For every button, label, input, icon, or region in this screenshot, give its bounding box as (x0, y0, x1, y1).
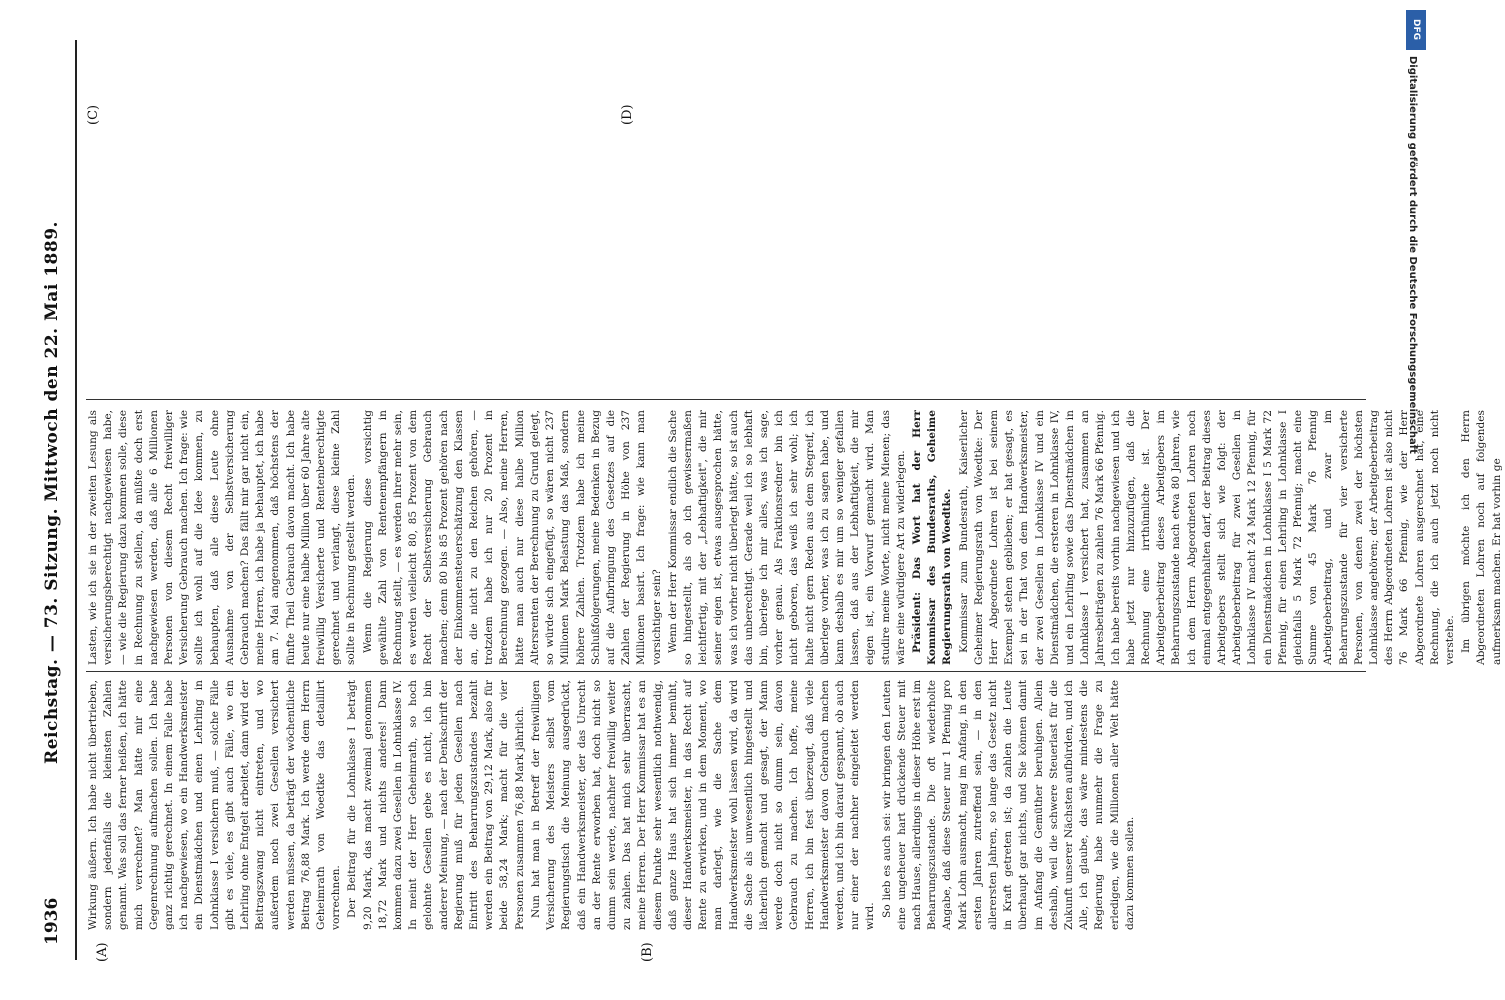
column-divider (86, 671, 1366, 672)
margin-mark-d: (D) (620, 104, 635, 125)
credit-text: Digitalisierung gefördert durch die Deutsche Forschungsgemeinschaft (1407, 56, 1418, 454)
paragraph: Wirkung äußern. Ich habe nicht übertrieben, sondern jedenfalls die kleinsten Zahlen genannt. Was soll das ferner heißen, ich hätte mich verrechnet? Man hätte mir eine Gegenrechnung aufmachen sollen. Ich habe ganz richtig gerechnet. In einem Falle habe ich nachgewiesen, wo ein Handwerksmeister ein Dienstmädchen und einen Lehrling in Lohnklasse I versichern muß, — solche Fälle gibt es viele, es gibt auch Fälle, wo ein Lehrling ohne Entgelt arbeitet, dann wird der Beitragszwang nicht eintreten, und wo außerdem noch zwei Gesellen versichert werden müssen, da beträgt der wöchentliche Beitrag 76,88 Mark. Ich werde dem Herrn Geheimrath von Woedtke das detaillirt vorrechnen. (87, 680, 343, 930)
margin-mark-a: (A) (95, 942, 110, 962)
paragraph: Wenn der Herr Kommissar endlich die Sache so hingestellt, als ob ich gewissermaßen leichtfertig, mit der „Lebhaftigkeit", die mir seiner eigen ist, etwas ausgesprochen hätte, was ich vorher nicht überlegt hätte, so ist auch das unberechtigt. Gerade weil ich so lebhaft bin, überlege ich mir alles, was ich sage, vorher genau. Als Fraktionsredner bin ich nicht geboren, das weiß ich sehr wohl; ich halte nicht gern Reden aus dem Stegreif, ich überlege vorher, was ich zu sagen habe, und kann deshalb es mir um so weniger gefallen lassen, daß aus der Lebhaftigkeit, die mir eigen ist, ein Vorwurf gemacht wird. Man studire meine Worte, nicht meine Mienen; das wäre eine würdigere Art zu widerlegen. (666, 410, 907, 665)
credit-strip (1405, 10, 1427, 990)
paragraph: Wenn die Regierung diese vorsichtig gewählte Zahl von Rentenempfängern in Rechnung stellt, — es werden ihrer mehr sein, es werden vielleicht 80, 85 Prozent von dem Recht der Selbstversicherung Gebrauch machen; denn 80 bis 85 Prozent gehören nach der Einkommensteuerschätzung den Klassen an, die nicht zu den Reichen gehören, — trotzdem habe ich nur 20 Prozent in Berechnung gezogen. — Also, meine Herren, hätte man auch nur diese halbe Million Altersrenten der Berechnung zu Grund gelegt, so würde sich eingefügt, so wären nicht 237 Millionen Mark Belastung das Maß, sondern höhere Zahlen. Trotzdem habe ich meine Schlußfolgerungen, meine Bedenken in Bezug auf die Aufbringung des Gesetzes auf die Zahlen der Regierung in Höhe von 237 Millionen basirt. Ich frage: wie kann man vorsichtiger sein? (361, 410, 663, 665)
paragraph: Kommissar zum Bundesrath, Kaiserlicher Geheimer Regierungsrath von Woedtke: Der Herr Abgeordnete Lohren ist bei seinem Exempel stehen geblieben; er hat gesagt, es sei in der That von dem Handwerksmeister, der zwei Gesellen in Lohnklasse IV und ein Dienstmädchen, die ersteren in Lohnklasse IV, und ein Lehrling sowie das Dienstmädchen in Lohnklasse I versichert hat, zusammen an Jahresbeiträgen zu zahlen 76 Mark 66 Pfennig. Ich habe bereits vorhin nachgewiesen und ich habe jetzt nur hinzuzufügen, daß die Rechnung eine irrthümliche ist. Der Arbeitgeberbeitrag dieses Arbeitgebers im Beharrungszustande nach etwa 80 Jahren, wie ich dem Herrn Abgeordneten Lohren noch einmal entgegenhalten darf, der Beitrag dieses Arbeitgebers stellt sich wie folgt: der Arbeitgeberbeitrag für zwei Gesellen in Lohnklasse IV macht 24 Mark 12 Pfennig, für ein Dienstmädchen in Lohnklasse I 5 Mark 72 Pfennig, für einen Lehrling in Lohnklasse I gleichfalls 5 Mark 72 Pfennig; macht eine Summe von 45 Mark 76 Pfennig Arbeitgeberbeitrag, und zwar im Beharrungszustande für vier versicherte Personen, von denen zwei der höchsten Lohnklasse angehören; der Arbeitgeberbeitrag des Herrn Abgeordneten Lohren ist also nicht 76 Mark 66 Pfennig, wie der Herr Abgeordnete Lohren ausgerechnet hat, eine Rechnung, die ich auch jetzt noch nicht verstehe. (957, 410, 1457, 665)
column-divider (86, 399, 1366, 400)
page-header (38, 40, 72, 945)
paragraph: Präsident: Das Wort hat der Herr Kommissar des Bundesraths, Geheime Regierungsrath von Woedtke. (910, 410, 954, 665)
paragraph: Nun hat man in Betreff der freiwilligen Versicherung des Meisters selbst vom Regierungstisch die Meinung ausgedrückt, daß ein Handwerksmeister, der das Unrecht an der Rente erworben hat, doch nicht so dumm sein werde, nachher freiwillig weiter zu zahlen. Das hat mich sehr überrascht, meine Herren. Der Herr Kommissar hat es an diesem Punkte sehr wesentlich nothwendig, daß ganze Haus hat sich immer bemüht, dieser Handwerksmeister, in das Recht auf Rente zu erwirken, und in dem Moment, wo man darlegt, wie die Sache dem Handwerksmeister wohl lassen wird, da wird die Sache als unwesentlich hingestellt und lächerlich gemacht und gesagt, der Mann werde doch nicht so dumm sein, davon Gebrauch zu machen. Ich hoffe, meine Herren, ich bin fest überzeugt, daß viele Handwerksmeister davon Gebrauch machen werden, und ich bin darauf gespannt, ob auch nur einer der nachher eingeleitet werden wird. (529, 680, 877, 930)
page-title: Reichstag. — 73. Sitzung. Mittwoch den 22. Mai 1889. (42, 221, 62, 764)
paragraph: Der Beitrag für die Lohnklasse I beträgt 9,20 Mark, das macht zweimal genommen 18,72 Mark und nichts anderes! Dann kommen dazu zwei Gesellen in Lohnklasse IV. In meint der Herr Geheimrath, so hoch gelohnte Gesellen gebe es nicht, ich bin anderer Meinung, — nach der Denkschrift der Regierung muß für jeden Gesellen nach Eintritt des Beharrungszustandes bezahlt werden ein Beitrag von 29,12 Mark, also für beide 58,24 Mark; macht für die vier Personen zusammen 76,88 Mark jährlich. (346, 680, 526, 930)
dfg-logo-text: DFG (1411, 19, 1421, 41)
dfg-logo (1406, 10, 1426, 50)
paragraph: Im übrigen möchte ich den Herrn Abgeordneten Lohren noch auf folgendes aufmerksam machen. Er hat vorhin ge (1460, 410, 1503, 665)
text-column-left (86, 680, 1366, 930)
header-rule (75, 40, 77, 960)
text-column-right (86, 410, 1503, 665)
paragraph: So lieb es auch sei: wir bringen den Leuten eine ungeheuer hart drückende Steuer mit nach Hause, allerdings in dieser Höhe erst im Beharrungszustande. Die oft wiederholte Angabe, daß diese Steuer nur 1 Pfennig pro Mark Lohn ausmacht, mag im Anfang, in den ersten Jahren zutreffend sein, — in den allerersten Jahren, so lange das Gesetz nicht in Kraft getreten ist; da zahlen die Leute überhaupt gar nichts, und Sie können damit im Anfang die Gemüther beruhigen. Allein deshalb, weil die schwere Steuerlast für die Zukunft unserer Nächsten aufbürden, und ich Alle, ich glaube, das wäre mindestens die Regierung habe nunmehr die Frage zu erledigen, wie die Millionen aller Welt hätte dazu kommen sollen. (880, 680, 1136, 930)
paragraph: Lasten, wie ich sie in der zweiten Lesung als versicherungsberechtigt nachgewiesen habe, — wie die Regierung dazu kommen solle, diese in Rechnung zu stellen, da müßte doch erst nachgewiesen werden, daß alle 6 Millionen Personen von diesem Recht freiwilliger Versicherung Gebrauch machen. Ich frage: wie sollte ich wohl auf die Idee kommen, zu behaupten, daß alle diese Leute ohne Ausnahme von der Selbstversicherung Gebrauch machen? Das fällt mir gar nicht ein, meine Herren, ich habe ja behauptet, ich habe am 7. Mai angenommen, daß höchstens der fünfte Theil Gebrauch davon macht. Ich habe heute nur eine halbe Million über 60 Jahre alte freiwillig Versicherte und Rentenberechtigte gerechnet und verlangt, diese kleine Zahl sollte in Rechnung gestellt werden. (87, 410, 358, 665)
margin-mark-c: (C) (86, 104, 101, 125)
margin-mark-b: (B) (640, 942, 655, 962)
page-number: 1936 (42, 897, 62, 945)
